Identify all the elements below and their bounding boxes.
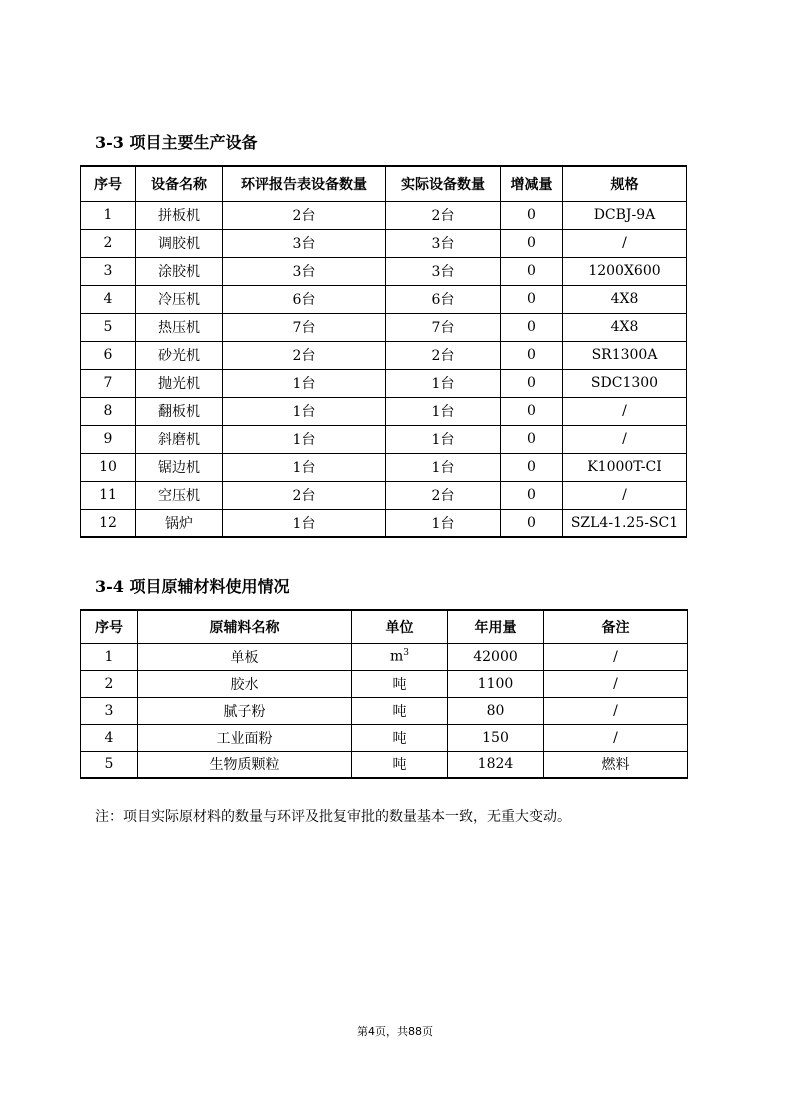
cell-name: 抛光机 xyxy=(136,369,223,397)
cell-eia-qty: 2台 xyxy=(223,481,386,509)
cell-unit: 吨 xyxy=(352,670,448,697)
cell-spec: 1200X600 xyxy=(563,257,687,285)
cell-remarks: / xyxy=(544,697,688,724)
cell-name: 拼板机 xyxy=(136,201,223,229)
cell-name: 涂胶机 xyxy=(136,257,223,285)
unit-base: m xyxy=(389,648,404,665)
cell-spec: SDC1300 xyxy=(563,369,687,397)
cell-index: 10 xyxy=(81,453,136,481)
table-row xyxy=(81,341,687,369)
table-row xyxy=(81,724,688,751)
cell-index: 5 xyxy=(81,313,136,341)
cell-material-name: 腻子粉 xyxy=(138,697,352,724)
table-row xyxy=(81,425,687,453)
cell-annual-usage: 80 xyxy=(448,697,544,724)
cell-name: 翻板机 xyxy=(136,397,223,425)
table-row xyxy=(81,751,688,778)
cell-actual-qty: 3台 xyxy=(386,257,501,285)
cell-change: 0 xyxy=(501,397,563,425)
cell-change: 0 xyxy=(501,481,563,509)
cell-name: 冷压机 xyxy=(136,285,223,313)
cell-name: 热压机 xyxy=(136,313,223,341)
cell-annual-usage: 150 xyxy=(448,724,544,751)
cell-spec: SZL4-1.25-SC1 xyxy=(563,509,687,537)
section-title-equipment: 3-3 项目主要生产设备 xyxy=(95,133,258,152)
table-header-row xyxy=(81,166,687,201)
cell-spec: 4X8 xyxy=(563,285,687,313)
cell-remarks: / xyxy=(544,724,688,751)
cell-unit xyxy=(352,643,448,670)
cell-actual-qty: 1台 xyxy=(386,509,501,537)
cell-eia-qty: 1台 xyxy=(223,397,386,425)
page-footer: 第4页，共88页 xyxy=(357,1025,433,1038)
cell-unit: 吨 xyxy=(352,697,448,724)
table-header-row xyxy=(81,610,688,643)
cell-name: 锯边机 xyxy=(136,453,223,481)
col-header-unit: 单位 xyxy=(352,610,448,643)
cell-name: 斜磨机 xyxy=(136,425,223,453)
table-row xyxy=(81,229,687,257)
cell-change: 0 xyxy=(501,257,563,285)
cell-index: 9 xyxy=(81,425,136,453)
col-header-change: 增减量 xyxy=(501,166,563,201)
table-row xyxy=(81,397,687,425)
cell-actual-qty: 3台 xyxy=(386,229,501,257)
table-row xyxy=(81,509,687,537)
cell-eia-qty: 3台 xyxy=(223,257,386,285)
note-text: 注：项目实际原材料的数量与环评及批复审批的数量基本一致，无重大变动。 xyxy=(95,809,571,825)
cell-eia-qty: 1台 xyxy=(223,425,386,453)
col-header-index: 序号 xyxy=(81,166,136,201)
cell-spec: 4X8 xyxy=(563,313,687,341)
table-row xyxy=(81,481,687,509)
cell-spec: / xyxy=(563,425,687,453)
cell-remarks: 燃料 xyxy=(544,751,688,778)
cell-spec: / xyxy=(563,481,687,509)
table-row xyxy=(81,369,687,397)
cell-eia-qty: 1台 xyxy=(223,509,386,537)
table-row xyxy=(81,285,687,313)
cell-eia-qty: 2台 xyxy=(223,201,386,229)
cell-index: 7 xyxy=(81,369,136,397)
cell-eia-qty: 6台 xyxy=(223,285,386,313)
section-title-materials: 3-4 项目原辅材料使用情况 xyxy=(95,577,290,596)
cell-actual-qty: 2台 xyxy=(386,201,501,229)
cell-change: 0 xyxy=(501,509,563,537)
cell-annual-usage: 42000 xyxy=(448,643,544,670)
cell-index: 3 xyxy=(81,697,138,724)
table-row xyxy=(81,643,688,670)
cell-name: 调胶机 xyxy=(136,229,223,257)
cell-unit: 吨 xyxy=(352,724,448,751)
cell-eia-qty: 1台 xyxy=(223,369,386,397)
cell-material-name: 生物质颗粒 xyxy=(138,751,352,778)
cell-change: 0 xyxy=(501,453,563,481)
cell-change: 0 xyxy=(501,229,563,257)
cell-material-name: 单板 xyxy=(138,643,352,670)
cell-index: 6 xyxy=(81,341,136,369)
table-row xyxy=(81,697,688,724)
cell-spec: / xyxy=(563,229,687,257)
cell-spec: K1000T-CI xyxy=(563,453,687,481)
cell-change: 0 xyxy=(501,313,563,341)
cell-index: 2 xyxy=(81,229,136,257)
cell-index: 1 xyxy=(81,643,138,670)
col-header-spec: 规格 xyxy=(563,166,687,201)
table-row xyxy=(81,670,688,697)
col-header-annual-usage: 年用量 xyxy=(448,610,544,643)
cell-name: 砂光机 xyxy=(136,341,223,369)
equipment-table xyxy=(80,165,687,538)
cell-actual-qty: 2台 xyxy=(386,481,501,509)
cell-spec: / xyxy=(563,397,687,425)
cell-change: 0 xyxy=(501,341,563,369)
col-header-equipment-name: 设备名称 xyxy=(136,166,223,201)
cell-material-name: 工业面粉 xyxy=(138,724,352,751)
cell-spec: SR1300A xyxy=(563,341,687,369)
cell-index: 2 xyxy=(81,670,138,697)
table-row xyxy=(81,313,687,341)
cell-change: 0 xyxy=(501,285,563,313)
col-header-remarks: 备注 xyxy=(544,610,688,643)
cell-eia-qty: 2台 xyxy=(223,341,386,369)
cell-remarks: / xyxy=(544,643,688,670)
col-header-material-name: 原辅料名称 xyxy=(138,610,352,643)
cell-actual-qty: 1台 xyxy=(386,397,501,425)
col-header-actual-quantity: 实际设备数量 xyxy=(386,166,501,201)
cell-material-name: 胶水 xyxy=(138,670,352,697)
cell-remarks: / xyxy=(544,670,688,697)
table-row xyxy=(81,201,687,229)
cell-change: 0 xyxy=(501,369,563,397)
cell-actual-qty: 2台 xyxy=(386,341,501,369)
col-header-index: 序号 xyxy=(81,610,138,643)
cell-spec: DCBJ-9A xyxy=(563,201,687,229)
cell-index: 3 xyxy=(81,257,136,285)
cell-index: 1 xyxy=(81,201,136,229)
cell-actual-qty: 1台 xyxy=(386,369,501,397)
col-header-eia-quantity: 环评报告表设备数量 xyxy=(223,166,386,201)
table-row xyxy=(81,453,687,481)
cell-unit: 吨 xyxy=(352,751,448,778)
cell-change: 0 xyxy=(501,201,563,229)
cell-index: 11 xyxy=(81,481,136,509)
cell-name: 空压机 xyxy=(136,481,223,509)
cell-index: 8 xyxy=(81,397,136,425)
cell-annual-usage: 1100 xyxy=(448,670,544,697)
cell-actual-qty: 1台 xyxy=(386,453,501,481)
cell-index: 4 xyxy=(81,724,138,751)
cell-actual-qty: 1台 xyxy=(386,425,501,453)
cell-eia-qty: 7台 xyxy=(223,313,386,341)
cell-index: 4 xyxy=(81,285,136,313)
cell-annual-usage: 1824 xyxy=(448,751,544,778)
cell-eia-qty: 1台 xyxy=(223,453,386,481)
unit-superscript: 3 xyxy=(403,648,409,659)
cell-eia-qty: 3台 xyxy=(223,229,386,257)
cell-name: 锅炉 xyxy=(136,509,223,537)
cell-actual-qty: 6台 xyxy=(386,285,501,313)
materials-table xyxy=(80,609,688,779)
cell-index: 5 xyxy=(81,751,138,778)
cell-index: 12 xyxy=(81,509,136,537)
cell-change: 0 xyxy=(501,425,563,453)
table-row xyxy=(81,257,687,285)
cell-actual-qty: 7台 xyxy=(386,313,501,341)
